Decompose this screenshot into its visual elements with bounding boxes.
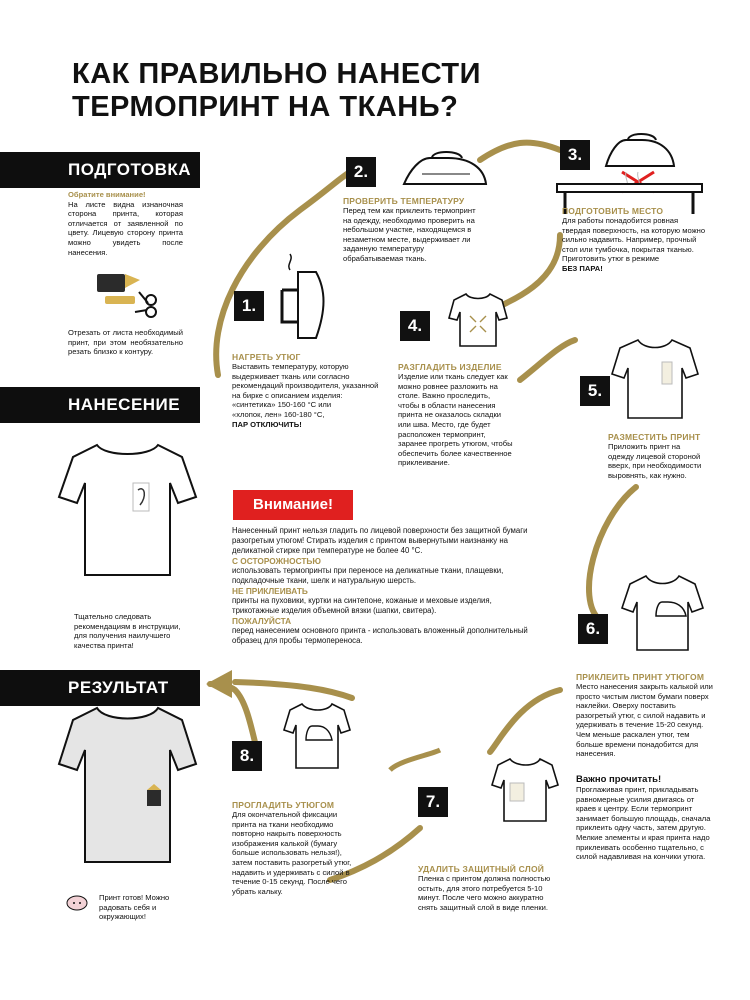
step-2-number: 2.: [346, 157, 376, 187]
page-title: [72, 58, 592, 124]
step-5-title: РАЗМЕСТИТЬ ПРИНТ: [608, 432, 701, 442]
step-3-bold: БЕЗ ПАРА!: [562, 263, 603, 273]
apply-note: Тщательно следовать рекомендациям в инструкции, для получения наилучшего качества принта!: [74, 612, 181, 650]
step-1-block: [232, 352, 382, 429]
step-1-bold: ПАР ОТКЛЮЧИТЬ!: [232, 419, 302, 429]
step-8-block: [232, 800, 362, 896]
prep-cut-text: Отрезать от листа необходимый принт, при этом необязательно резать близко к контуру.: [68, 328, 183, 357]
warning-p3: принты на пуховики, куртки на синтепоне, кожаные и меховые изделия, трикотажные изделия объемной вязки (шапки, свитера).: [232, 596, 492, 615]
warning-h3: НЕ ПРИКЛЕИВАТЬ: [232, 586, 308, 596]
tshirt-result-illustration: [55, 700, 200, 870]
section-prep-label: ПОДГОТОВКА: [68, 160, 192, 179]
step-8-title: ПРОГЛАДИТЬ УТЮГОМ: [232, 800, 335, 810]
section-apply-label: НАНЕСЕНИЕ: [68, 395, 181, 414]
step-5-text: Приложить принт на одежду лицевой стороной вверх, при необходимости выровнять, как нужно.: [608, 442, 702, 480]
prep-attention-text: На листе видна изнаночная сторона принта, которая отличается от заявленной по цвету. Лицевую сторону принта можно увидеть после нанесения.: [68, 199, 183, 257]
step-3-number: 3.: [560, 140, 590, 170]
step-2-block: [343, 196, 478, 264]
step-5-number: 5.: [580, 376, 610, 406]
tshirt-apply-illustration: [55, 435, 200, 585]
step-6-number: 6.: [578, 614, 608, 644]
step-8-number: 8.: [232, 741, 262, 771]
step-8-text: Для окончательной фиксации принта на ткани необходимо повторно накрыть поверхность изображения калькой (бумагу больше использовать нельзя!), затем поставить разогретый утюг, надавить и удерживать с силой в течение 0-15 секунд. После чего убрать кальку.: [232, 810, 352, 896]
step-7-text: Пленка с принтом должна полностью остыть, для этого потребуется 5-10 минут. После чего можно аккуратно снять защитный слой в виде пленки.: [418, 874, 551, 912]
print-sheet-illustration: [95, 270, 165, 320]
step-1-number: 1.: [234, 291, 264, 321]
warning-p1: Нанесенный принт нельзя гладить по лицевой поверхности без защитной бумаги разогретым утюгом! Стирать изделия с принтом вывернутыми наизнанку на деликатной стирке при температуре не более 40 °С.: [232, 526, 528, 555]
title-line-2: ТЕРМОПРИНТ НА ТКАНЬ?: [72, 91, 459, 123]
warning-p2: использовать термопринты при переносе на деликатные ткани, плащевки, подкладочные ткани, шелк и натуральную шерсть.: [232, 566, 504, 585]
iron-icon: [400, 148, 490, 190]
title-line-1: КАК ПРАВИЛЬНО НАНЕСТИ: [72, 58, 481, 90]
step-7-block: [418, 864, 558, 912]
step-7-number: 7.: [418, 787, 448, 817]
step-4-title: РАЗГЛАДИТЬ ИЗДЕЛИЕ: [398, 362, 502, 372]
step-3-title: ПОДГОТОВИТЬ МЕСТО: [562, 206, 664, 216]
prep-attention: [68, 190, 183, 257]
warning-label: Внимание!: [233, 490, 353, 520]
section-apply: [0, 387, 200, 423]
step-5-block: [608, 432, 708, 480]
tshirt-smooth-icon: [448, 290, 508, 350]
tshirt-place-icon: [610, 336, 700, 421]
tshirt-iron-final-icon: [282, 700, 352, 770]
step-2-title: ПРОВЕРИТЬ ТЕМПЕРАТУРУ: [343, 196, 465, 206]
pig-icon: [66, 893, 86, 911]
step-4-text: Изделие или ткань следует как можно ровнее разложить на столе. Важно проследить, чтобы в области нанесения принта не оказалось складки или шва. Место, где будет расположен термопринт, заранее прогреть утюгом, чтобы обеспечить более качественное приклеивание.: [398, 372, 513, 468]
iron-vertical-icon: [270, 250, 330, 340]
step-1-title: НАГРЕТЬ УТЮГ: [232, 352, 301, 362]
step-1-extra1: «синтетика» 150-160 °С или: [232, 400, 332, 410]
step-7-title: УДАЛИТЬ ЗАЩИТНЫЙ СЛОЙ: [418, 864, 545, 874]
step-2-text: Перед тем как приклеить термопринт на одежду, необходимо проверить на небольшом участке, находящемся в незаметном месте, выдерживает ли заданную температуру обрабатываемая ткань.: [343, 206, 476, 263]
step-3-block: [562, 206, 707, 274]
step-1-extra2: «хлопок, лен» 160-180 °С,: [232, 409, 325, 419]
step-6-block: [576, 672, 716, 759]
tshirt-peel-icon: [490, 755, 560, 823]
tshirt-iron-icon: [620, 572, 705, 652]
warning-h2: С ОСТОРОЖНОСТЬЮ: [232, 556, 321, 566]
section-result-label: РЕЗУЛЬТАТ: [68, 678, 169, 697]
step-4-block: [398, 362, 513, 468]
step-6-text: Место нанесения закрыть калькой или просто чистым листом бумаги поверх наклейки. Оверху поставить разогретый утюг, с силой надавить и удерживать в течение 15-20 секунд. Чем меньше раскален утюг, тем больше времени понадобится для нанесения.: [576, 682, 713, 759]
important-text: Проглаживая принт, прикладывать равномерные усилия двигаясь от краев к центру. Если термопринт занимает большую площадь, сначала приклеить одну часть, затем другую. Мелкие элементы и края принта надо приклеивать особенно тщательно, с силой надавливая на кончики утюга.: [576, 785, 711, 862]
prep-attention-head: Обратите внимание!: [68, 190, 146, 199]
section-prep: [0, 152, 200, 188]
result-note: Принт готов! Можно радовать себя и окружающих!: [99, 893, 170, 922]
step-6-title: ПРИКЛЕИТЬ ПРИНТ УТЮГОМ: [576, 672, 705, 682]
warning-p4: перед нанесением основного принта - использовать вложенный дополнительный образец для пробы термопереноса.: [232, 626, 528, 645]
step-3-text: Для работы понадобится ровная твердая поверхность, на которую можно сильно надавить. Например, прочный стол или тумбочка, покрытая тканью. Приготовить утюг в режиме: [562, 216, 706, 264]
warning-block: [232, 526, 537, 646]
step-4-number: 4.: [400, 311, 430, 341]
warning-h4: ПОЖАЛУЙСТА: [232, 616, 292, 626]
important-block: [576, 774, 716, 862]
step-1-text: Выставить температуру, которую выдерживает ткань или согласно рекомендаций производителя, указанной на бирке с описанием изделия:: [232, 362, 379, 400]
important-head: Важно прочитать!: [576, 774, 662, 785]
